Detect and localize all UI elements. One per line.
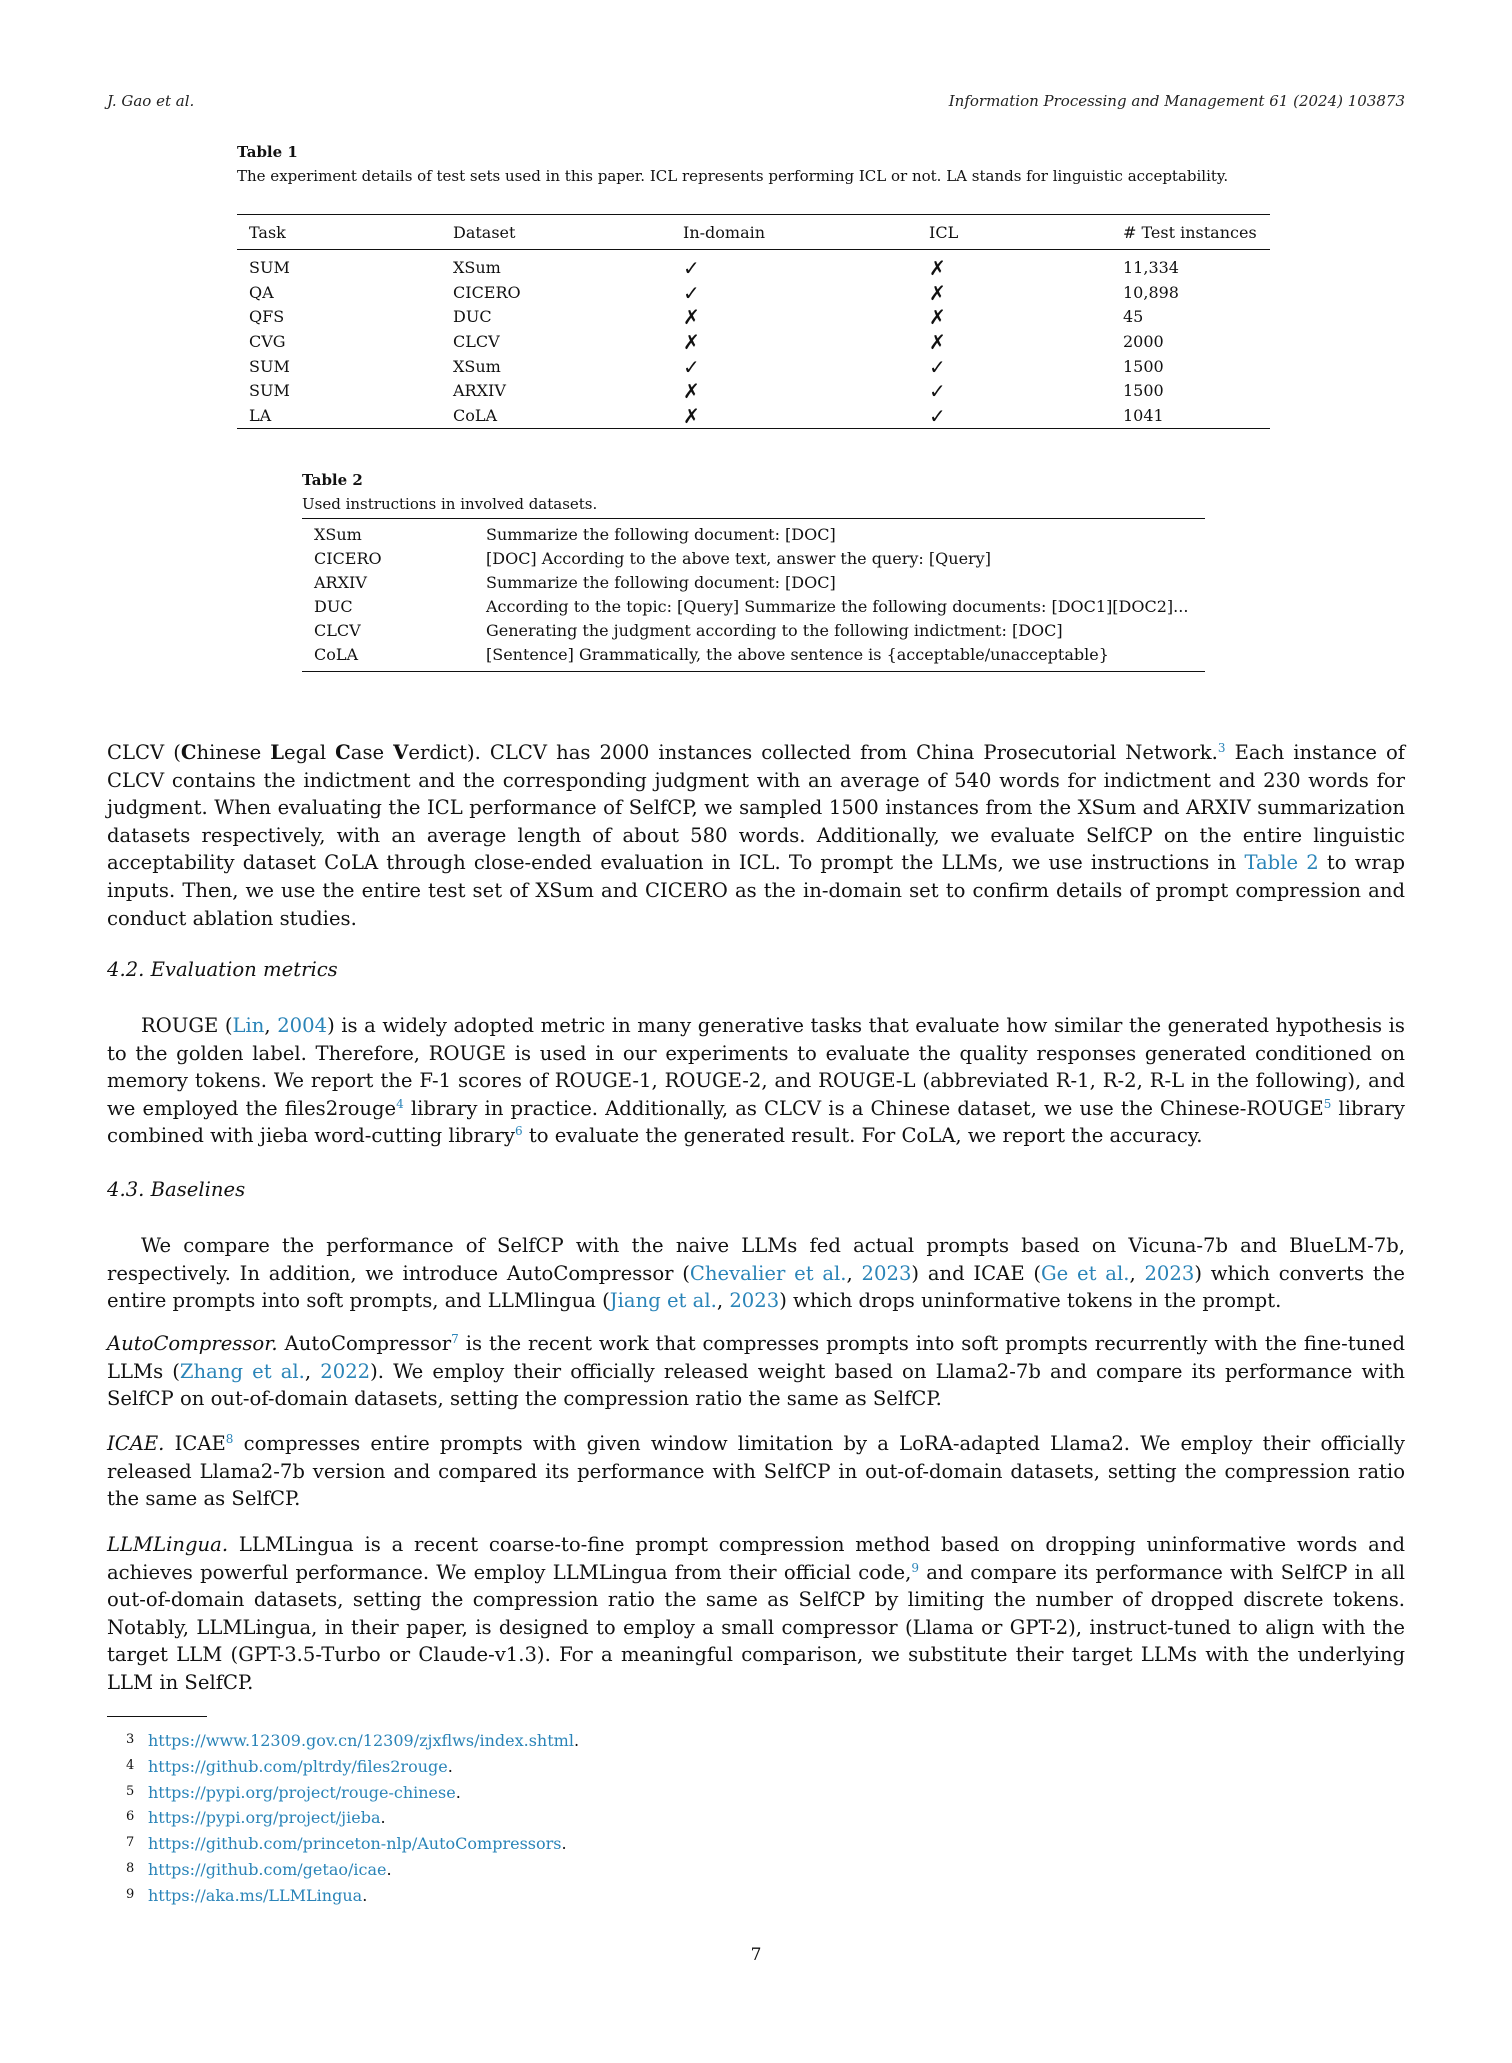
table2-dataset-cell: CICERO bbox=[314, 549, 382, 568]
table1-row bbox=[237, 250, 1270, 281]
footnote-item bbox=[126, 1754, 579, 1780]
table1-row bbox=[237, 354, 1270, 379]
table1-cell: QA bbox=[249, 282, 274, 302]
section-heading-4-3: 4.3. Baselines bbox=[107, 1178, 246, 1201]
table1-cell: 10,898 bbox=[1123, 282, 1179, 302]
text-run: , bbox=[1129, 1261, 1145, 1285]
footnote-number: 5 bbox=[126, 1783, 135, 1799]
table1-cell: 2000 bbox=[1123, 332, 1164, 352]
table2-instruction-cell: Summarize the following document: [DOC] bbox=[486, 525, 836, 544]
table2-instruction-cell: According to the topic: [Query] Summarize the following documents: [DOC1][DOC2]... bbox=[486, 597, 1189, 616]
footnote-item bbox=[126, 1728, 579, 1754]
table1-cell: ✗ bbox=[929, 280, 946, 305]
table2-instruction-cell: Generating the judgment according to the following indictment: [DOC] bbox=[486, 621, 1063, 640]
text-run: erdict). CLCV has 2000 instances collected from China Prosecutorial Network. bbox=[408, 741, 1218, 764]
table1-cell: 11,334 bbox=[1123, 258, 1179, 278]
text-run: LLMLingua is a recent coarse-to-fine prompt compression method based on dropping uninformative words and achieves powerful performance. We employ LLMLingua from their official code, bbox=[107, 1533, 1405, 1584]
paragraph-lead-icae: ICAE. bbox=[107, 1432, 165, 1455]
text-run: and compare its performance with SelfCP in all out-of-domain datasets, setting the compression ratio the same as SelfCP by limiting the number of dropped discrete tokens. Notably, LLMLingua, in their paper, is designed to employ a small compressor (Llama or GPT-2), instruct-tuned to align with the target LLM (GPT-3.5-Turbo or Claude-v1.3). For a meaningful comparison, we substitute their target LLMs with the underlying LLM in SelfCP. bbox=[107, 1560, 1405, 1694]
footnotes bbox=[126, 1728, 579, 1909]
footnote-link[interactable]: https://aka.ms/LLMLingua bbox=[148, 1885, 363, 1905]
table1-header-row bbox=[237, 215, 1270, 250]
table1-cell: CICERO bbox=[453, 282, 521, 302]
table1-cell: CLCV bbox=[453, 332, 500, 352]
text-run: , bbox=[264, 1014, 278, 1037]
footnote-number: 6 bbox=[126, 1809, 135, 1825]
bold-letter: C bbox=[335, 741, 351, 764]
text-run: ) is a widely adopted metric in many generative tasks that evaluate how similar the generated hypothesis is to the golden label. Therefore, ROUGE is used in our experiments to evaluate the quality responses generated conditioned on memory tokens. We report the F-1 scores of ROUGE-1, ROUGE-2, and ROUGE-L (abbreviated R-1, R-2, R-L in the following), and we employed the files2rouge bbox=[107, 1014, 1405, 1120]
footnote-marker-8[interactable]: 8 bbox=[225, 1432, 234, 1446]
citation-ge-year[interactable]: 2023 bbox=[1144, 1261, 1195, 1285]
citation-zhang-year[interactable]: 2022 bbox=[320, 1359, 371, 1383]
table2-dataset-cell: CLCV bbox=[314, 621, 361, 640]
table1-cell: XSum bbox=[453, 258, 501, 278]
section-heading-4-2: 4.2. Evaluation metrics bbox=[107, 958, 338, 981]
footnote-link[interactable]: https://pypi.org/project/jieba bbox=[148, 1808, 381, 1828]
citation-chevalier-author[interactable]: Chevalier et al. bbox=[689, 1261, 847, 1285]
table1-cell: CVG bbox=[249, 332, 286, 352]
table1-cell: ✗ bbox=[683, 379, 700, 404]
footnote-item bbox=[126, 1780, 579, 1806]
bold-letter: C bbox=[180, 741, 197, 764]
table1-col-task: Task bbox=[237, 215, 441, 250]
table1-cell: SUM bbox=[249, 356, 290, 376]
citation-ge-author[interactable]: Ge et al. bbox=[1041, 1261, 1130, 1285]
table1-row bbox=[237, 404, 1270, 429]
text-run: hinese bbox=[196, 741, 271, 764]
paragraph-llmlingua bbox=[107, 1531, 1405, 1697]
table1-cell: SUM bbox=[249, 258, 290, 278]
citation-chevalier-year[interactable]: 2023 bbox=[861, 1261, 912, 1285]
text-run: , bbox=[716, 1289, 730, 1313]
table2-dataset-cell: DUC bbox=[314, 597, 353, 616]
footnote-marker-3[interactable]: 3 bbox=[1217, 741, 1226, 755]
page-number: 7 bbox=[750, 1945, 762, 1965]
table1-cell: XSum bbox=[453, 356, 501, 376]
footnote-link[interactable]: https://pypi.org/project/rouge-chinese bbox=[148, 1782, 456, 1802]
table2-dataset-cell: XSum bbox=[314, 525, 362, 544]
table1-caption: The experiment details of test sets used in this paper. ICL represents performing ICL or not. LA stands for linguistic acceptability. bbox=[237, 167, 1229, 185]
footnote-marker-6[interactable]: 6 bbox=[514, 1124, 523, 1139]
footnote-marker-9[interactable]: 9 bbox=[911, 1560, 920, 1575]
table2-label: Table 2 bbox=[302, 471, 363, 489]
text-run: We compare the performance of SelfCP with the naive LLMs fed actual prompts based on Vicuna-7b and BlueLM-7b, respectively. In addition, we introduce AutoCompressor ( bbox=[107, 1234, 1405, 1285]
table1-cell: ✗ bbox=[683, 330, 700, 355]
text-run: ) and ICAE ( bbox=[911, 1261, 1042, 1285]
bold-letter: L bbox=[270, 741, 285, 764]
footnote-number: 8 bbox=[126, 1860, 135, 1876]
table2 bbox=[302, 518, 1205, 672]
paragraph-clcv bbox=[107, 739, 1405, 932]
table1-cell: 1500 bbox=[1123, 381, 1164, 401]
footnote-item bbox=[126, 1831, 579, 1857]
table1-cell: ✗ bbox=[929, 305, 946, 330]
table2-dataset-cell: ARXIV bbox=[314, 573, 367, 592]
table1-cell: CoLA bbox=[453, 405, 498, 425]
text-run: library in practice. Additionally, as CLCV is a Chinese dataset, we use the Chinese-ROUGE bbox=[403, 1096, 1324, 1120]
text-run: to wrap inputs. Then, we use the entire test set of XSum and CICERO as the in-domain set to confirm details of prompt compression and conduct ablation studies. bbox=[107, 851, 1405, 930]
table2-row bbox=[302, 571, 1205, 595]
text-run: to evaluate the generated result. For CoLA, we report the accuracy. bbox=[522, 1124, 1203, 1148]
paragraph-lead-llmlingua: LLMLingua. bbox=[107, 1533, 229, 1556]
table1-caption-block bbox=[237, 140, 1270, 188]
table1-cell: ✗ bbox=[929, 256, 946, 281]
table2-row bbox=[302, 595, 1205, 619]
table1-cell: ✓ bbox=[683, 280, 700, 305]
text-run: , bbox=[846, 1261, 862, 1285]
footnote-link[interactable]: https://github.com/getao/icae bbox=[148, 1859, 387, 1879]
footnote-item bbox=[126, 1883, 579, 1909]
text-run: library combined with jieba word-cutting library bbox=[107, 1096, 1405, 1148]
table1-row bbox=[237, 330, 1270, 355]
bold-letter: V bbox=[393, 741, 409, 764]
running-header-authors: J. Gao et al. bbox=[107, 92, 195, 110]
footnote-number: 9 bbox=[126, 1886, 135, 1902]
table2-dataset-cell: CoLA bbox=[314, 645, 359, 664]
table1-row bbox=[237, 305, 1270, 330]
table1-cell: ARXIV bbox=[453, 381, 506, 401]
paragraph-evaluation-metrics bbox=[107, 1012, 1405, 1150]
paragraph-autocompressor bbox=[107, 1330, 1405, 1413]
footnote-marker-7[interactable]: 7 bbox=[451, 1332, 459, 1346]
text-run: compresses entire prompts with given window limitation by a LoRA-adapted Llama2. We employ their officially released Llama2-7b version and compared its performance with SelfCP in out-of-domain datasets, setting the compression ratio the same as SelfCP. bbox=[107, 1432, 1405, 1511]
table1-cell: QFS bbox=[249, 307, 285, 327]
text-run: ICAE bbox=[164, 1432, 226, 1455]
table1-cell: ✓ bbox=[683, 354, 700, 379]
table1-cell: ✗ bbox=[683, 305, 700, 330]
paragraph-baselines bbox=[107, 1232, 1405, 1315]
table1-row bbox=[237, 281, 1270, 306]
footnote-marker-4[interactable]: 4 bbox=[396, 1096, 404, 1111]
table2-caption-block bbox=[302, 468, 1205, 516]
footnote-period: . bbox=[447, 1756, 453, 1776]
footnote-period: . bbox=[386, 1859, 392, 1879]
text-run: ase bbox=[350, 741, 394, 764]
table2-instruction-cell: [DOC] According to the above text, answer the query: [Query] bbox=[486, 549, 991, 568]
running-header-journal: Information Processing and Management 61 (2024) 103873 bbox=[948, 92, 1405, 110]
table1-cell: LA bbox=[249, 405, 272, 425]
citation-zhang-author[interactable]: Zhang et al. bbox=[179, 1359, 305, 1383]
text-run: ) which converts the entire prompts into soft prompts, and LLMlingua ( bbox=[107, 1261, 1405, 1313]
text-run: CLCV ( bbox=[107, 741, 181, 764]
table2-row bbox=[302, 643, 1205, 672]
table2-link[interactable]: Table 2 bbox=[1244, 851, 1319, 875]
footnote-period: . bbox=[561, 1834, 567, 1854]
table2-caption: Used instructions in involved datasets. bbox=[302, 495, 598, 513]
table1-col-test-instances: # Test instances bbox=[1111, 215, 1270, 250]
footnote-period: . bbox=[380, 1808, 386, 1828]
table2-row bbox=[302, 519, 1205, 548]
table1-col-indomain: In-domain bbox=[671, 215, 917, 250]
table1-cell: 1041 bbox=[1123, 405, 1164, 425]
table2-instruction-cell: Summarize the following document: [DOC] bbox=[486, 573, 836, 592]
table1-cell: 1500 bbox=[1123, 356, 1164, 376]
citation-jiang-author[interactable]: Jiang et al. bbox=[609, 1289, 717, 1313]
paragraph-icae bbox=[107, 1430, 1405, 1513]
paragraph-lead-autocompressor: AutoCompressor. bbox=[107, 1332, 278, 1355]
citation-lin-author[interactable]: Lin bbox=[232, 1014, 265, 1037]
table1-label: Table 1 bbox=[237, 143, 298, 161]
text-run: egal bbox=[284, 741, 336, 764]
footnote-period: . bbox=[573, 1731, 580, 1750]
footnote-item bbox=[126, 1857, 579, 1883]
table1-cell: ✗ bbox=[929, 330, 946, 355]
table1-cell: DUC bbox=[453, 307, 492, 327]
table1-cell: ✗ bbox=[683, 403, 700, 428]
table1-row bbox=[237, 379, 1270, 404]
footnote-period: . bbox=[362, 1885, 368, 1905]
table1-cell: ✓ bbox=[929, 354, 946, 379]
text-run: ) which drops uninformative tokens in the prompt. bbox=[779, 1289, 1282, 1313]
footnote-link[interactable]: https://www.12309.gov.cn/12309/zjxflws/index.shtml bbox=[148, 1731, 574, 1750]
footnote-link[interactable]: https://github.com/pltrdy/files2rouge bbox=[148, 1756, 448, 1776]
citation-jiang-year[interactable]: 2023 bbox=[729, 1289, 780, 1313]
table2-instruction-cell: [Sentence] Grammatically, the above sentence is {acceptable/unacceptable} bbox=[486, 645, 1109, 664]
footnote-separator bbox=[107, 1716, 207, 1717]
footnote-item bbox=[126, 1805, 579, 1831]
text-run: Each instance of CLCV contains the indictment and the corresponding judgment with an average of 540 words for indictment and 230 words for judgment. When evaluating the ICL performance of SelfCP, we sampled 1500 instances from the XSum and ARXIV summarization datasets respectively, with an average length of about 580 words. Additionally, we evaluate SelfCP on the entire linguistic acceptability dataset CoLA through close-ended evaluation in ICL. To prompt the LLMs, we use instructions in bbox=[107, 741, 1406, 875]
text-run: is the recent work that compresses prompts into soft prompts recurrently with the fine-tuned LLMs ( bbox=[107, 1332, 1405, 1383]
citation-lin-year[interactable]: 2004 bbox=[277, 1014, 328, 1037]
footnote-link[interactable]: https://github.com/princeton-nlp/AutoCompressors bbox=[148, 1834, 562, 1854]
table1-cell: ✓ bbox=[929, 403, 946, 428]
table1-col-dataset: Dataset bbox=[441, 215, 671, 250]
text-run: , bbox=[304, 1359, 321, 1383]
table1-cell: SUM bbox=[249, 381, 290, 401]
table1-cell: ✓ bbox=[683, 256, 700, 281]
text-run: ROUGE ( bbox=[141, 1014, 233, 1037]
footnote-marker-5[interactable]: 5 bbox=[1323, 1096, 1332, 1111]
table1-cell: ✓ bbox=[929, 379, 946, 404]
footnote-period: . bbox=[455, 1782, 461, 1802]
footnote-number: 3 bbox=[126, 1732, 135, 1747]
table2-row bbox=[302, 547, 1205, 571]
text-run: ). We employ their officially released weight based on Llama2-7b and compare its performance with SelfCP on out-of-domain datasets, setting the compression ratio the same as SelfCP. bbox=[107, 1359, 1405, 1411]
table1-cell: 45 bbox=[1123, 307, 1144, 327]
text-run: AutoCompressor bbox=[277, 1332, 452, 1355]
table1 bbox=[237, 214, 1270, 429]
table2-row bbox=[302, 619, 1205, 643]
footnote-number: 7 bbox=[126, 1835, 135, 1851]
footnote-number: 4 bbox=[126, 1757, 135, 1773]
table1-col-icl: ICL bbox=[917, 215, 1111, 250]
